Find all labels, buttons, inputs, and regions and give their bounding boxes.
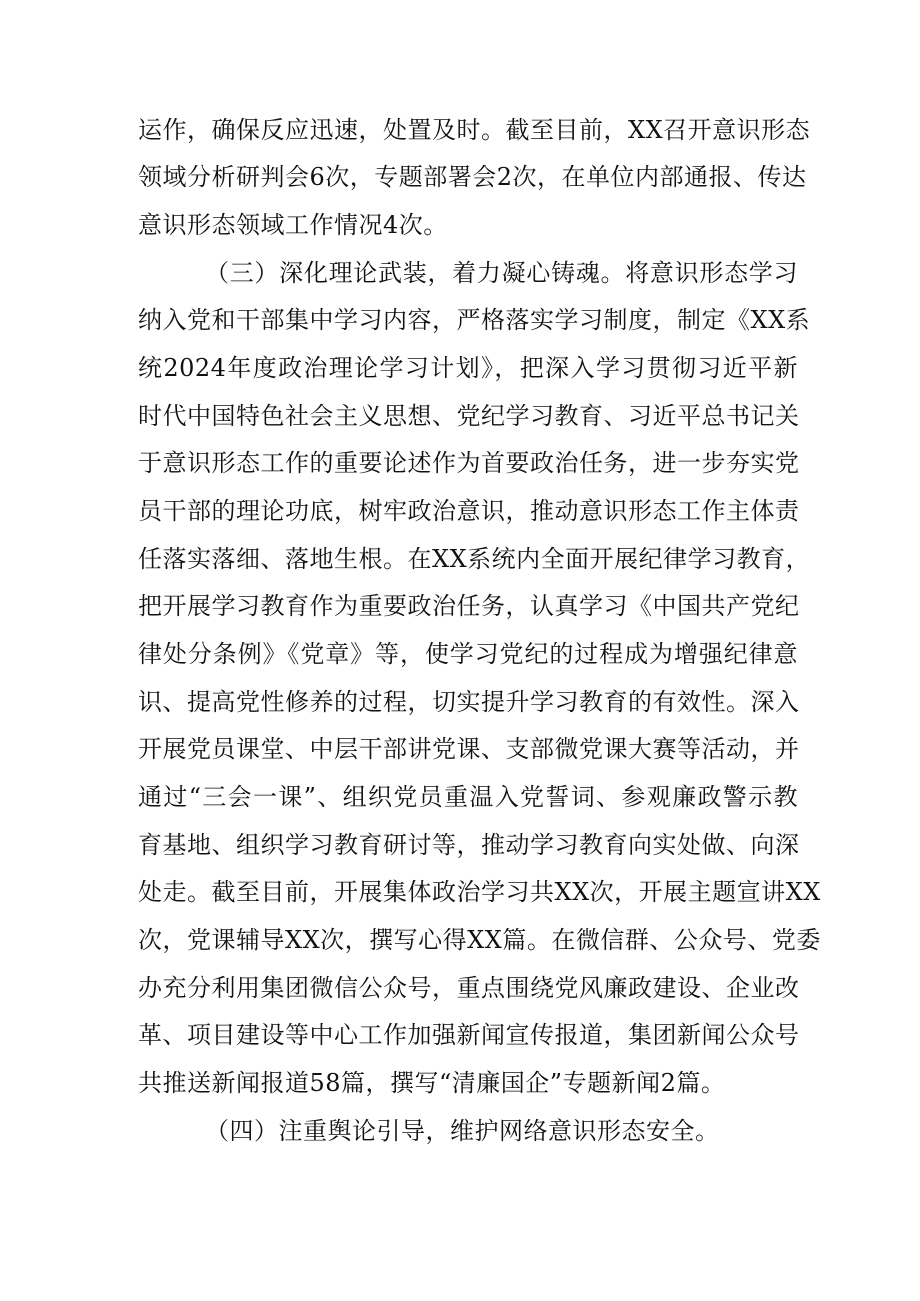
- paragraph-line: 办充分利用集团微信公众号，重点围绕党风廉政建设、企业改: [138, 974, 800, 1002]
- paragraph-line: 开展党员课堂、中层干部讲党课、支部微党课大赛等活动，并: [138, 735, 800, 763]
- paragraph-line: 领域分析研判会6次，专题部署会2次，在单位内部通报、传达: [138, 163, 807, 191]
- paragraph-line: 任落实落细、落地生根。在XX系统内全面开展纪律学习教育，: [138, 545, 811, 573]
- section-heading-line: （三）深化理论武装，着力凝心铸魂。将意识形态学习: [205, 259, 798, 287]
- paragraph-line: 革、项目建设等中心工作加强新闻宣传报道，集团新闻公众号: [138, 1021, 800, 1049]
- paragraph-line: 纳入党和干部集中学习内容，严格落实学习制度，制定《XX系: [138, 306, 811, 334]
- paragraph-line: 运作，确保反应迅速，处置及时。截至目前，XX召开意识形态: [138, 116, 811, 144]
- paragraph-line: 处走。截至目前，开展集体政治学习共XX次，开展主题宣讲XX: [138, 878, 821, 906]
- paragraph-line: 意识形态领域工作情况4次。: [138, 211, 448, 239]
- paragraph-line: 员干部的理论功底，树牢政治意识，推动意识形态工作主体责: [138, 497, 800, 525]
- paragraph-line: 于意识形态工作的重要论述作为首要政治任务，进一步夯实党: [138, 449, 800, 477]
- section-heading-line: （四）注重舆论引导，维护网络意识形态安全。: [205, 1117, 720, 1145]
- paragraph-line: 育基地、组织学习教育研讨等，推动学习教育向实处做、向深: [138, 831, 800, 859]
- paragraph-line: 次，党课辅导XX次，撰写心得XX篇。在微信群、公众号、党委: [138, 926, 821, 954]
- paragraph-line: 时代中国特色社会主义思想、党纪学习教育、习近平总书记关: [138, 402, 800, 430]
- paragraph-line: 统2024年度政治理论学习计划》，把深入学习贯彻习近平新: [138, 354, 798, 382]
- paragraph-line: 律处分条例》《党章》等，使学习党纪的过程成为增强纪律意: [138, 640, 798, 668]
- paragraph-line: 通过“三会一课”、组织党员重温入党誓词、参观廉政警示教: [138, 783, 798, 811]
- paragraph-line: 把开展学习教育作为重要政治任务，认真学习《中国共产党纪: [138, 592, 800, 620]
- paragraph-line: 识、提高党性修养的过程，切实提升学习教育的有效性。深入: [138, 688, 800, 716]
- paragraph-line: 共推送新闻报道58篇，撰写“清廉国企”专题新闻2篇。: [138, 1069, 726, 1097]
